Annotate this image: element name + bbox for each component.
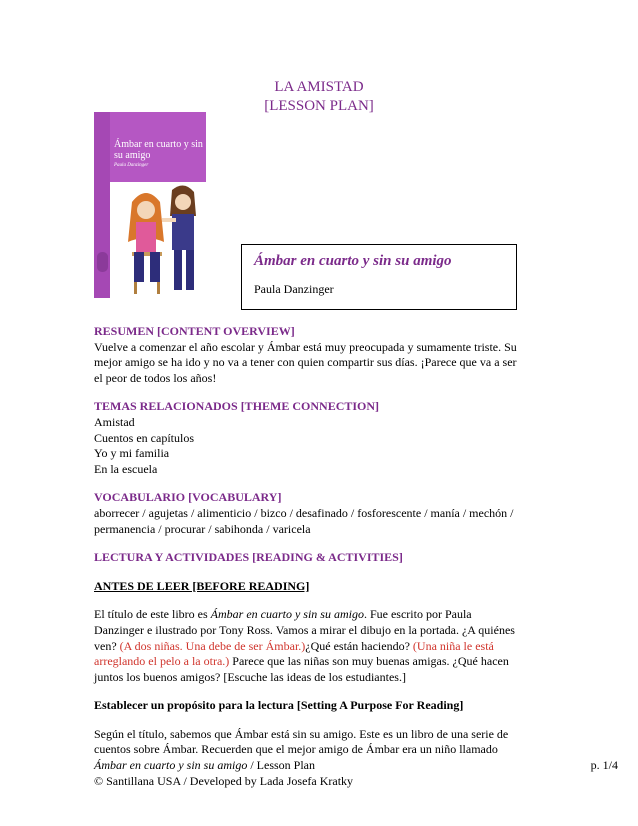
book-cover-image [94, 112, 206, 298]
vocabulario-heading: VOCABULARIO [VOCABULARY] [94, 490, 282, 505]
theme-item: Amistad [94, 414, 135, 429]
proposito-line: Según el título, sabemos que Ámbar está sin su amigo. Este es un libro de una serie de [94, 726, 509, 741]
answer-highlight: (Una niña le está [412, 638, 494, 653]
resumen-line: mejor amigo se ha ido y no va a tener con quien compartir sus días. ¡Parece que va a ser [94, 355, 517, 370]
book-title: Ámbar en cuarto y sin su amigo [254, 253, 452, 269]
page-number: p. 1/4 [590, 758, 618, 772]
book-info-box [241, 244, 517, 310]
antes-paragraph-line: arreglando el pelo a la otra.) Parece que las niñas son muy buenas amigas. ¿Qué hacen [94, 654, 509, 669]
resumen-heading: RESUMEN [CONTENT OVERVIEW] [94, 324, 295, 338]
temas-heading: TEMAS RELACIONADOS [THEME CONNECTION] [94, 399, 380, 414]
proposito-line: cuentos sobre Ámbar. Recuerden que el mejor amigo de Ámbar era un niño llamado [94, 742, 498, 757]
antes-paragraph-line: ven? (A dos niñas. Una debe de ser Ámbar.)¿Qué están haciendo? (Una niña le está [94, 638, 494, 653]
document-subtitle: [LESSON PLAN] [264, 98, 374, 114]
document-title: LA AMISTAD [274, 79, 364, 95]
antes-paragraph-line: El título de este libro es Ámbar en cuarto y sin su amigo. Fue escrito por Paula [94, 607, 472, 622]
cover-author: Paula Danzinger [114, 163, 149, 168]
cover-title: Ámbar en cuarto y sin su amigo [114, 139, 203, 161]
publisher-logo-icon [97, 252, 108, 272]
page-footer [94, 758, 544, 789]
book-author: Paula Danzinger [254, 282, 334, 296]
footer-doc-type: / Lesson Plan [247, 758, 315, 772]
theme-item: Cuentos en capítulos [94, 430, 194, 445]
theme-item: En la escuela [94, 461, 158, 476]
vocabulary-line: aborrecer / agujetas / alimenticio / bizco / desafinado / fosforescente / manía / mechón / [94, 505, 514, 520]
cover-illustration [110, 182, 206, 298]
footer-copyright: © Santillana USA / Developed by Lada Josefa Kratky [94, 773, 354, 788]
antes-heading: ANTES DE LEER [BEFORE READING] [94, 578, 310, 593]
resumen-line: el peor de todos los años! [94, 370, 217, 385]
inline-book-title: Ámbar en cuarto y sin su amigo [210, 607, 364, 622]
footer-line [94, 758, 544, 774]
resumen-line: Vuelve a comenzar el año escolar y Ámbar está muy preocupada y sumamente triste. Su [94, 339, 517, 354]
answer-highlight: arreglando el pelo a la otra.) [94, 654, 230, 669]
lectura-heading: LECTURA Y ACTIVIDADES [READING & ACTIVITIES] [94, 550, 403, 565]
footer-book-title: Ámbar en cuarto y sin su amigo [94, 758, 248, 772]
antes-paragraph-line: juntos los buenos amigos? [Escuche las ideas de los estudiantes.] [94, 669, 406, 684]
vocabulary-line: permanencia / procurar / sabihonda / varicela [94, 521, 311, 536]
antes-paragraph-line: Danzinger e ilustrado por Tony Ross. Vamos a mirar el dibujo en la portada. ¿A quiénes [94, 622, 515, 637]
answer-highlight: (A dos niñas. Una debe de ser Ámbar.) [119, 638, 306, 653]
lesson-content [94, 324, 554, 758]
girls-illustration-icon [110, 182, 206, 298]
proposito-heading: Establecer un propósito para la lectura [Setting A Purpose For Reading] [94, 698, 464, 713]
theme-item: Yo y mi familia [94, 446, 170, 461]
